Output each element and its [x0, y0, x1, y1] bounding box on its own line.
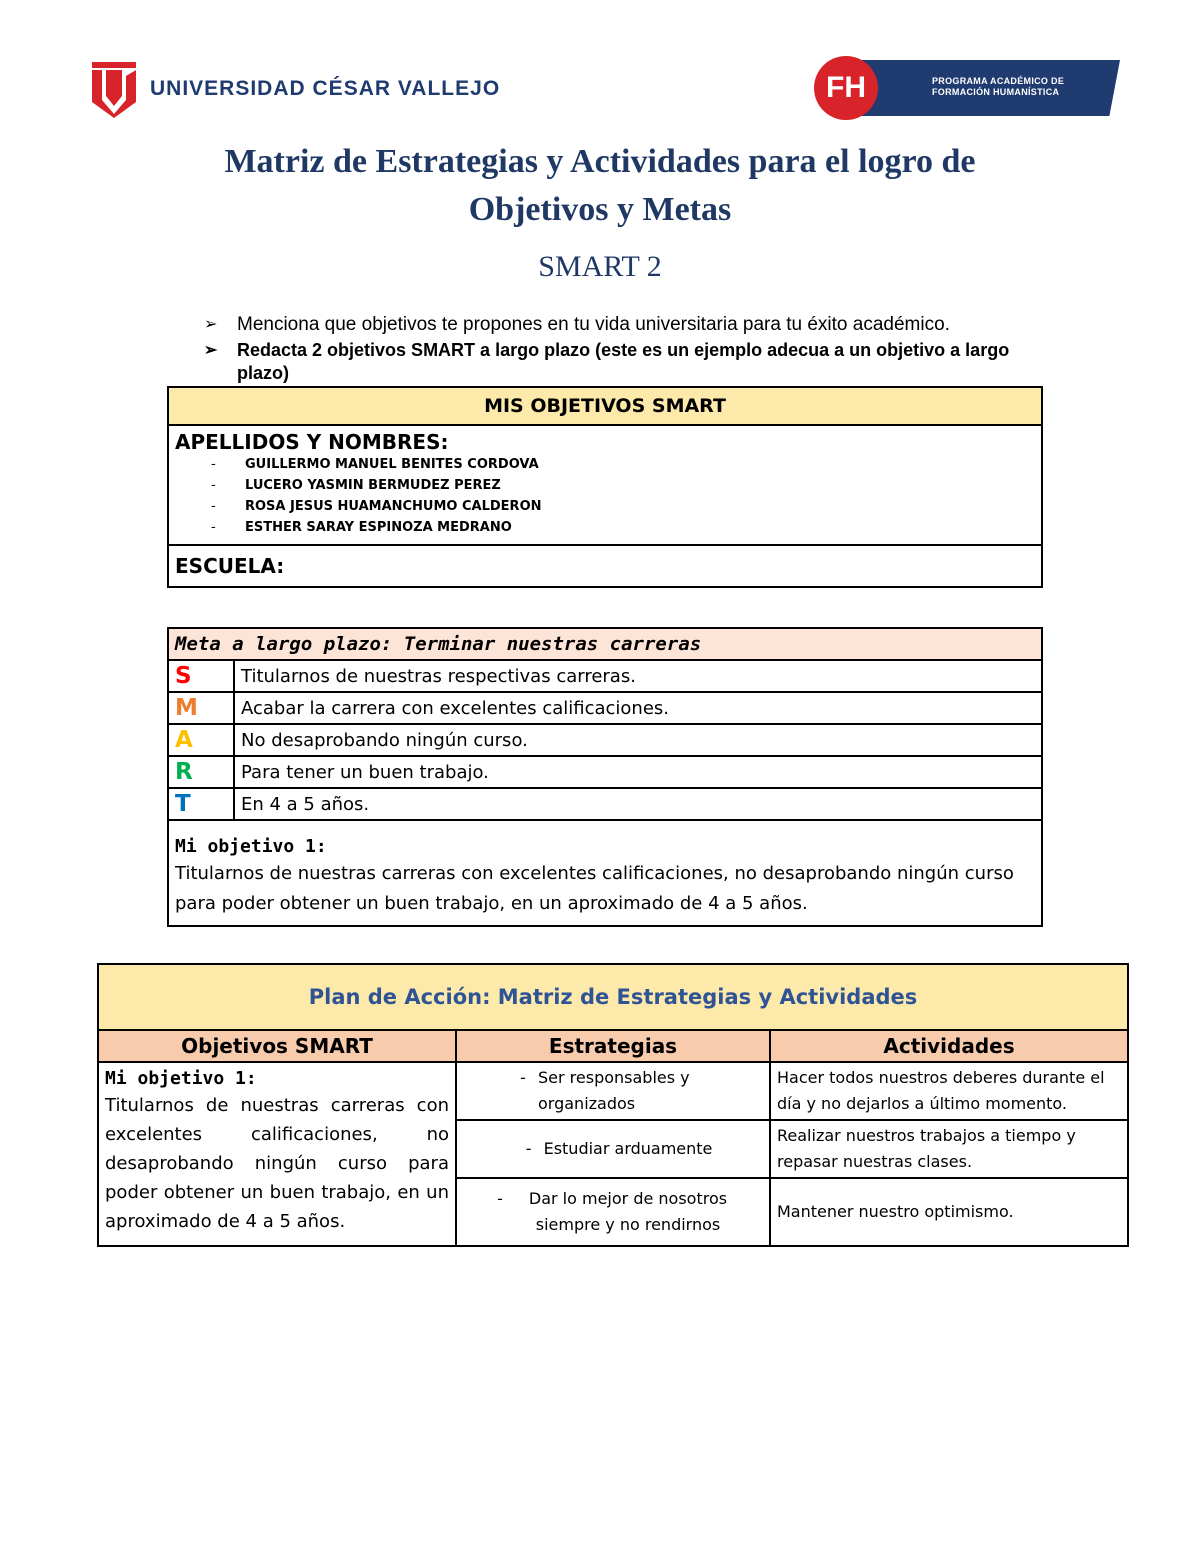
- name-text: ROSA JESUS HUAMANCHUMO CALDERON: [245, 499, 542, 514]
- actividad-cell: Realizar nuestros trabajos a tiempo y repasar nuestras clases.: [770, 1120, 1128, 1178]
- ucv-logo: [90, 60, 500, 118]
- meta-table: [167, 627, 1043, 927]
- meta-header: Meta a largo plazo: Terminar nuestras carreras: [168, 628, 1042, 660]
- page-subtitle: SMART 2: [538, 250, 662, 283]
- actividad-cell: Hacer todos nuestros deberes durante el día y no dejarlos a último momento.: [770, 1062, 1128, 1120]
- page-title: [100, 138, 1100, 234]
- column-header-estrategias: Estrategias: [456, 1030, 770, 1062]
- dash-bullet: -: [497, 1189, 503, 1208]
- estrategia-text: Ser responsables y organizados: [538, 1068, 690, 1113]
- smart-text: No desaprobando ningún curso.: [234, 724, 1042, 756]
- estrategia-cell: [456, 1120, 770, 1178]
- name-text: GUILLERMO MANUEL BENITES CORDOVA: [245, 457, 539, 472]
- names-label: APELLIDOS Y NOMBRES:: [175, 430, 449, 454]
- estrategia-cell: [456, 1062, 770, 1120]
- smart-text: Para tener un buen trabajo.: [234, 756, 1042, 788]
- dash-bullet: -: [211, 457, 216, 472]
- title-line-1: Matriz de Estrategias y Actividades para el logro de: [224, 143, 976, 180]
- name-item: [175, 475, 1035, 496]
- smart-row: [168, 692, 1042, 724]
- names-cell: [168, 425, 1042, 545]
- fh-circle-icon: FH: [814, 56, 878, 120]
- mis-objetivos-header-text: MIS OBJETIVOS SMART: [484, 394, 726, 417]
- arrow-bullet-icon: ➢: [204, 316, 218, 333]
- objetivo-text: Titularnos de nuestras carreras con excelentes calificaciones, no desaprobando ningún curso para poder obtener un buen trabajo, en un aproximado de 4 a 5 años.: [175, 863, 1014, 914]
- fh-line-1: PROGRAMA ACADÉMICO DE: [932, 76, 1065, 86]
- plan-objetivo-cell: [98, 1062, 456, 1246]
- fh-program-name: [932, 76, 1064, 98]
- mis-objetivos-table: [167, 386, 1043, 588]
- column-header-actividades: Actividades: [770, 1030, 1128, 1062]
- estrategia-item: [461, 1186, 765, 1238]
- smart-row: [168, 660, 1042, 692]
- smart-row: [168, 788, 1042, 820]
- ucv-name: UNIVERSIDAD CÉSAR VALLEJO: [150, 77, 501, 100]
- mis-objetivos-header: [168, 387, 1042, 425]
- smart-letter-s: S: [168, 660, 234, 692]
- smart-row: [168, 724, 1042, 756]
- plan-table: [97, 963, 1129, 1247]
- name-item: [175, 517, 1035, 538]
- dash-bullet: -: [211, 478, 216, 493]
- smart-text: Titularnos de nuestras respectivas carreras.: [234, 660, 1042, 692]
- objetivo-cell: [168, 820, 1042, 926]
- smart-letter-m: M: [168, 692, 234, 724]
- instruction-text-2: Redacta 2 objetivos SMART a largo plazo (este es un ejemplo adecua a un objetivo a largo plazo): [237, 340, 1010, 383]
- arrow-bullet-icon: ➢: [204, 342, 218, 359]
- smart-letter-r: R: [168, 756, 234, 788]
- smart-letter-a: A: [168, 724, 234, 756]
- escuela-label: ESCUELA:: [168, 545, 1042, 587]
- estrategia-text: Estudiar arduamente: [543, 1139, 713, 1158]
- name-item: [175, 454, 1035, 475]
- column-header-objetivos: Objetivos SMART: [98, 1030, 456, 1062]
- smart-text: En 4 a 5 años.: [234, 788, 1042, 820]
- smart-letter-t: T: [168, 788, 234, 820]
- instruction-text-1: Menciona que objetivos te propones en tu vida universitaria para tu éxito académico.: [237, 314, 950, 335]
- dash-bullet: -: [211, 520, 216, 535]
- smart-row: [168, 756, 1042, 788]
- instruction-item-2: [204, 339, 1044, 385]
- name-text: LUCERO YASMIN BERMUDEZ PEREZ: [245, 478, 501, 493]
- ucv-shield-icon: [90, 60, 138, 118]
- name-text: ESTHER SARAY ESPINOZA MEDRANO: [245, 520, 512, 535]
- smart-text: Acabar la carrera con excelentes calificaciones.: [234, 692, 1042, 724]
- estrategia-item: [461, 1136, 765, 1162]
- name-item: [175, 496, 1035, 517]
- plan-objetivo-text: Titularnos de nuestras carreras con excelentes calificaciones, no desaprobando ningún curso para poder obtener un buen trabajo, en un aproximado de 4 a 5 años.: [105, 1095, 449, 1232]
- estrategia-cell: [456, 1178, 770, 1246]
- fh-line-2: FORMACIÓN HUMANÍSTICA: [932, 87, 1060, 97]
- actividad-cell: Mantener nuestro optimismo.: [770, 1178, 1128, 1246]
- dash-bullet: -: [520, 1068, 526, 1087]
- dash-bullet: -: [525, 1139, 532, 1158]
- estrategia-text: Dar lo mejor de nosotros siempre y no rendirnos: [528, 1189, 728, 1234]
- plan-objetivo-label: Mi objetivo 1:: [105, 1068, 257, 1089]
- instruction-item-1: [204, 313, 950, 336]
- plan-header: Plan de Acción: Matriz de Estrategias y Actividades: [98, 964, 1128, 1030]
- objetivo-label: Mi objetivo 1:: [175, 836, 327, 857]
- estrategia-item: [461, 1065, 765, 1117]
- title-line-2: Objetivos y Metas: [468, 191, 732, 228]
- dash-bullet: -: [211, 499, 216, 514]
- fh-logo: [814, 56, 1120, 120]
